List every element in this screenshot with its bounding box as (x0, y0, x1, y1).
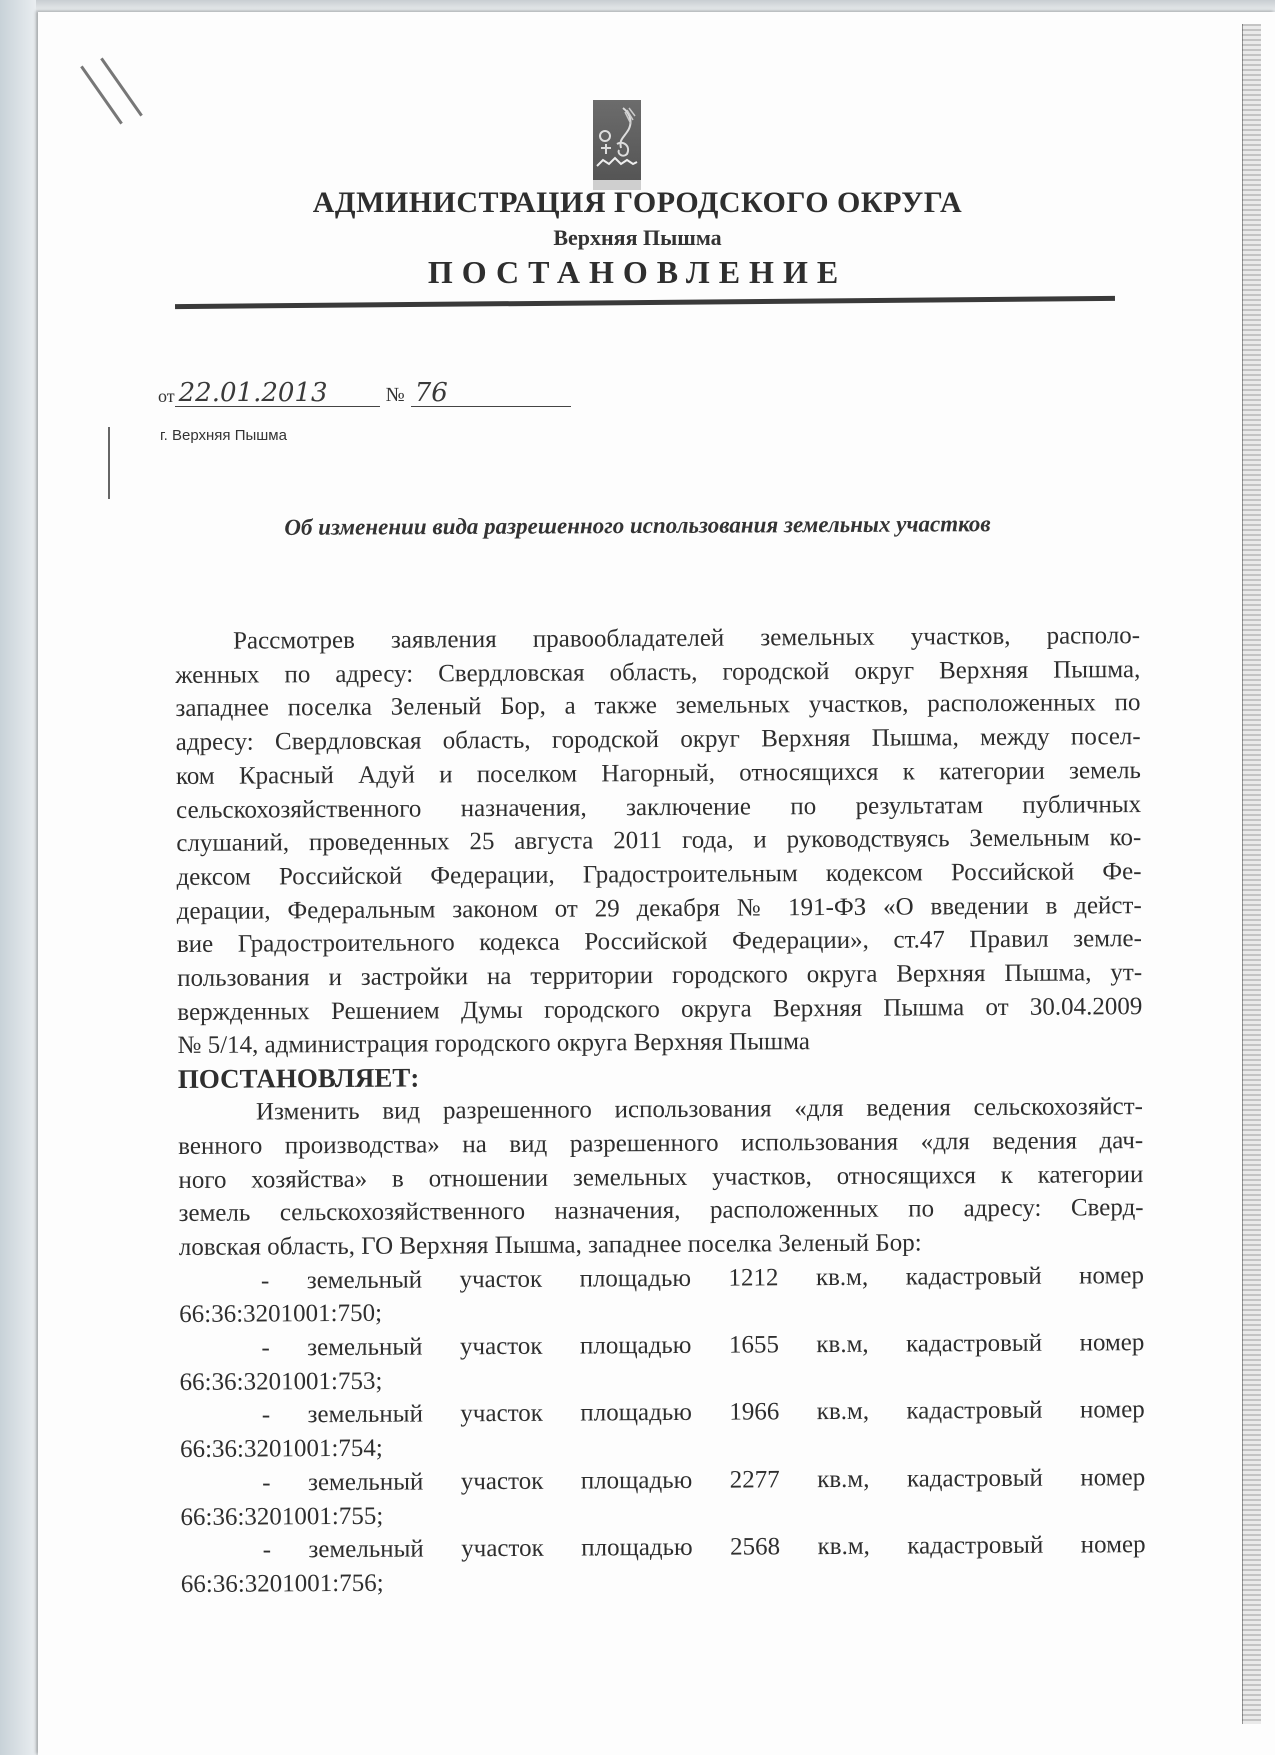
plot-word: земельный (308, 1535, 424, 1564)
cadastral-word: кадастровый (906, 1464, 1043, 1493)
cadastral-word: кадастровый (905, 1262, 1042, 1291)
list-dash: - (261, 1401, 271, 1429)
preamble-line: западнее поселка Зеленый Бор, а также земельных участков, расположенных по (175, 689, 1141, 723)
list-dash: - (260, 1267, 270, 1295)
staple-mark (80, 65, 123, 124)
preamble-line: пользования и застройки на территории городского округа Верхняя Пышма, ут- (177, 959, 1143, 993)
area-word: площадью (580, 1399, 692, 1428)
resolution-line: венного производства» на вид разрешенного использования «для ведения дач- (178, 1126, 1144, 1160)
document-date: 22.01.2013 (175, 380, 380, 407)
preamble-paragraph (175, 619, 1143, 1063)
number-word: номер (1079, 1261, 1145, 1290)
resolution-line: земель сельскохозяйственного назначения, расположенных по адресу: Сверд- (178, 1194, 1144, 1228)
plot-list-item (181, 1528, 1146, 1601)
preamble-line: вержденных Решением Думы городского округа Верхняя Пышма от 30.04.2009 (177, 992, 1143, 1026)
list-dash: - (262, 1469, 271, 1497)
preamble-line: ком Красный Адуй и поселком Нагорный, относящихся к категории земель (175, 756, 1141, 790)
cadastral-number: 66:36:3201001:750; (179, 1300, 383, 1329)
preamble-line: № 5/14, администрация городского округа Верхняя Пышма (177, 1028, 811, 1060)
registration-line (158, 380, 571, 407)
parcel-word: участок (460, 1400, 543, 1428)
parcel-word: участок (459, 1265, 543, 1293)
plot-list-item (179, 1326, 1144, 1399)
resolution-paragraph (178, 1090, 1144, 1264)
cadastral-word: кадастровый (906, 1397, 1043, 1426)
preamble-line: слушаний, проведенных 25 августа 2011 года, и руководствуясь Земельным ко- (176, 824, 1142, 858)
number-word: номер (1079, 1396, 1145, 1424)
area-word: площадью (579, 1331, 692, 1360)
resolution-line: ловская область, ГО Верхняя Пышма, западнее поселка Зеленый Бор: (178, 1229, 922, 1261)
issue-city: г. Верхняя Пышма (160, 427, 287, 444)
unit-word: кв.м, (817, 1533, 870, 1561)
number-word: номер (1079, 1329, 1145, 1357)
parcel-word: участок (459, 1332, 543, 1361)
area-word: площадью (579, 1264, 692, 1293)
area-word: площадью (581, 1534, 693, 1562)
scan-top-edge (0, 0, 1275, 10)
document-number: 76 (411, 380, 571, 407)
plot-area: 1212 (728, 1263, 779, 1292)
cadastral-number: 66:36:3201001:756; (180, 1569, 384, 1598)
plot-area: 2277 (729, 1466, 780, 1494)
area-word: площадью (580, 1466, 693, 1495)
preamble-line: женных по адресу: Свердловская область, городской округ Верхняя Пышма, (175, 655, 1141, 689)
preamble-line: Рассмотрев заявления правообладателей земельных участков, располо- (233, 622, 1141, 655)
plot-word: земельный (307, 1468, 424, 1497)
plot-list-item (179, 1259, 1144, 1332)
number-word: номер (1080, 1463, 1146, 1492)
list-dash: - (262, 1536, 272, 1564)
unit-word: кв.м, (816, 1398, 870, 1426)
resolves-heading: ПОСТАНОВЛЯЕТ: (177, 1062, 420, 1095)
cadastral-number: 66:36:3201001:755; (180, 1502, 384, 1531)
municipality-name: Верхняя Пышма (553, 225, 722, 250)
number-word: номер (1080, 1531, 1146, 1559)
preamble-line: адресу: Свердловская область, городской округ Верхняя Пышма, между посел- (175, 723, 1141, 757)
unit-word: кв.м, (817, 1465, 870, 1493)
date-prefix: от (158, 386, 175, 406)
plot-word: земельный (307, 1333, 423, 1362)
cadastral-word: кадастровый (905, 1329, 1043, 1358)
resolution-line: ного хозяйства» в отношении земельных участков, относящихся к категории (178, 1160, 1144, 1194)
parcel-word: участок (460, 1467, 544, 1496)
document-body (175, 619, 1146, 1602)
preamble-line: сельскохозяйственного назначения, заключение по результатам публичных (176, 790, 1142, 824)
list-dash: - (261, 1334, 270, 1362)
document-type: ПОСТАНОВЛЕНИЕ (427, 254, 848, 290)
unit-word: кв.м, (815, 1263, 869, 1291)
staple-mark (100, 57, 143, 116)
plot-area: 2568 (730, 1533, 781, 1561)
plot-word: земельный (306, 1266, 423, 1294)
preamble-line: дексом Российской Федерации, Градостроительным кодексом Российской Фе- (176, 858, 1142, 891)
coat-of-arms-icon (593, 100, 641, 190)
unit-word: кв.м, (816, 1330, 869, 1359)
cadastral-number: 66:36:3201001:753; (179, 1367, 383, 1396)
plot-list-item (180, 1394, 1145, 1467)
parcel-word: участок (461, 1535, 544, 1563)
cadastral-number: 66:36:3201001:754; (179, 1434, 383, 1464)
organization-name: АДМИНИСТРАЦИЯ ГОРОДСКОГО ОКРУГА (312, 186, 963, 219)
margin-mark (108, 427, 110, 499)
plot-list (179, 1259, 1146, 1602)
plot-area: 1966 (729, 1398, 780, 1427)
number-prefix: № (385, 384, 405, 406)
preamble-line: вие Градостроительного кодекса Российской Федерации», ст.47 Правил земле- (176, 925, 1143, 959)
plot-list-item (180, 1461, 1145, 1534)
document-subject: Об изменении вида разрешенного использования земельных участков (284, 511, 991, 540)
cadastral-word: кадастровый (907, 1531, 1044, 1560)
plot-word: земельный (307, 1400, 424, 1429)
plot-area: 1655 (728, 1331, 779, 1359)
resolution-line: Изменить вид разрешенного использования «для ведения сельскохозяйст- (255, 1093, 1144, 1126)
preamble-line: дерации, Федеральным законом от 29 декабря № 191-ФЗ «О введении в дейст- (176, 891, 1142, 925)
